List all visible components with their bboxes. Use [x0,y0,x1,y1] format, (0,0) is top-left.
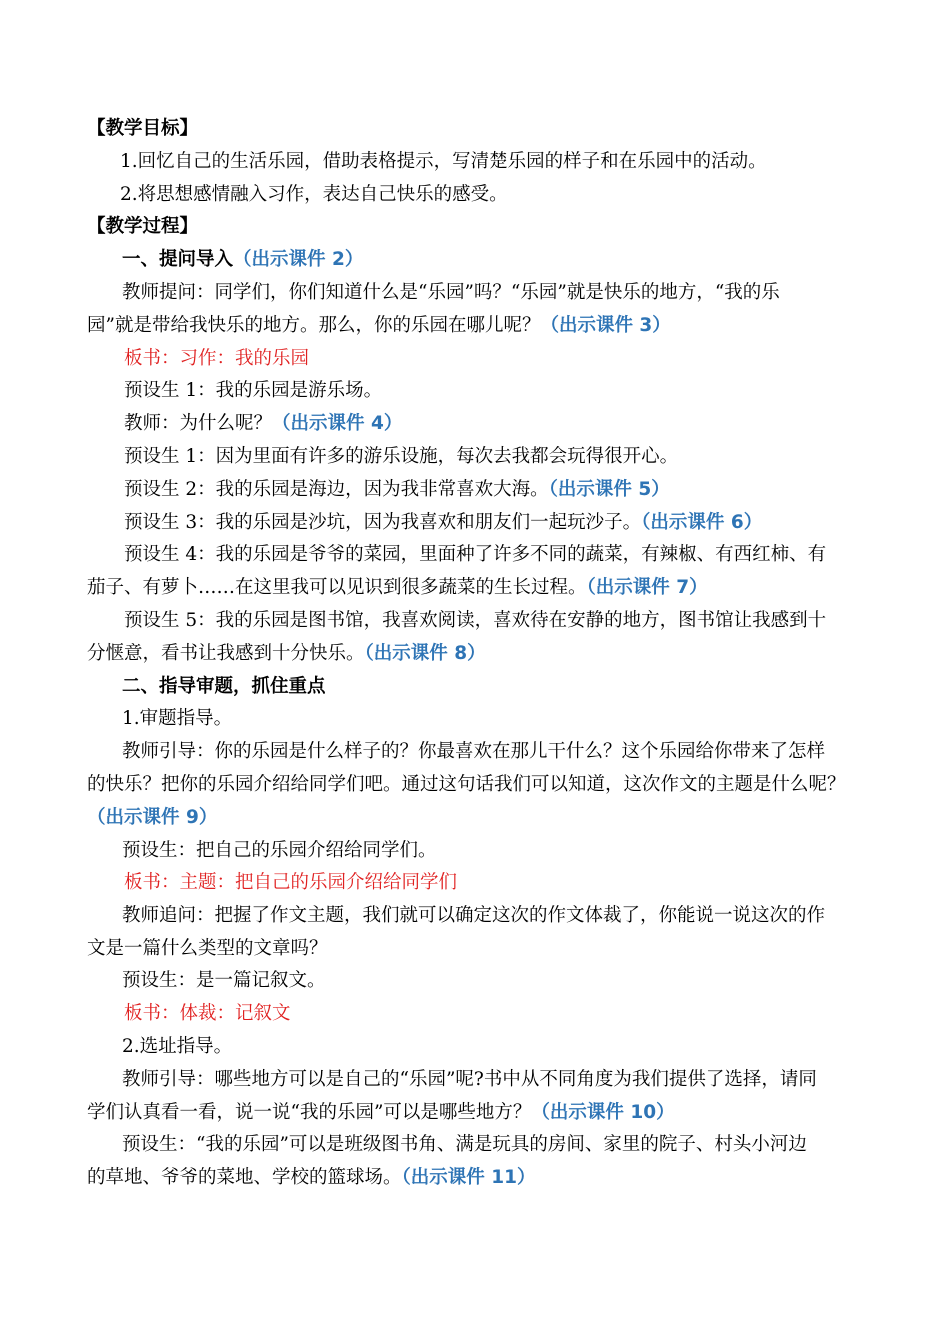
objective-1: 1.回忆自己的生活乐园，借助表格提示，写清楚乐园的样子和在乐园中的活动。 [120,151,767,172]
courseware-ref: （出示课件 11） [401,1167,536,1188]
paragraph-line: 预设生 5：我的乐园是图书馆，我喜欢阅读，喜欢待在安静的地方，图书馆让我感到十 [124,610,827,631]
paragraph-line: 1.审题指导。 [122,708,233,729]
courseware-ref: （出示课件 6） [641,512,763,533]
paragraph-line: 预设生 1：我的乐园是游乐场。 [124,380,383,401]
paragraph-line: 预设生：是一篇记叙文。 [122,970,326,991]
paragraph-line: 预设生 4：我的乐园是爷爷的菜园，里面种了许多不同的蔬菜，有辣椒、有西红柿、有 [124,544,827,565]
paragraph-line: 预设生：把自己的乐园介绍给同学们。 [122,840,437,861]
paragraph-line: 园”就是带给我快乐的地方。那么，你的乐园在哪儿呢？（出示课件 3） [87,315,671,336]
paragraph-line: 2.选址指导。 [122,1036,233,1057]
courseware-ref: （出示课件 10） [531,1102,675,1123]
courseware-ref: （出示课件 9） [87,807,218,828]
courseware-ref: （出示课件 7） [586,577,708,598]
paragraph-line: 预设生 2：我的乐园是海边，因为我非常喜欢大海。（出示课件 5） [124,479,670,500]
board-note: 板书：体裁：记叙文 [124,1003,291,1024]
paragraph-line: 预设生 3：我的乐园是沙坑，因为我喜欢和朋友们一起玩沙子。（出示课件 6） [124,512,763,533]
paragraph-line: 教师引导：哪些地方可以是自己的“乐园”呢?书中从不同角度为我们提供了选择，请同 [122,1069,817,1090]
paragraph-line: 预设生 1：因为里面有许多的游乐设施，每次去我都会玩得很开心。 [124,446,679,467]
board-note: 板书：主题：把自己的乐园介绍给同学们 [124,872,458,893]
paragraph-line: 预设生：“我的乐园”可以是班级图书角、满是玩具的房间、家里的院子、村头小河边 [122,1134,807,1155]
paragraph-line: 文是一篇什么类型的文章吗？ [87,938,328,959]
courseware-ref: （出示课件 8） [364,643,486,664]
subheading: 二、指导审题，抓住重点 [122,676,326,697]
courseware-ref: （出示课件 3） [540,315,671,336]
subheading: 一、提问导入（出示课件 2） [122,249,364,270]
courseware-ref: （出示课件 4） [272,413,403,434]
objective-2: 2.将思想感情融入习作，表达自己快乐的感受。 [120,184,508,205]
paragraph-line: 的草地、爷爷的菜地、学校的篮球场。（出示课件 11） [87,1167,536,1188]
paragraph-line: 分惬意，看书让我感到十分快乐。（出示课件 8） [87,643,486,664]
paragraph-line: 教师追问：把握了作文主题，我们就可以确定这次的作文体裁了，你能说一说这次的作 [122,905,826,926]
section-heading: 【教学过程】 [87,216,199,237]
courseware-ref: （出示课件 5） [548,479,670,500]
board-note: 板书：习作：我的乐园 [124,348,310,369]
paragraph-line: 教师引导：你的乐园是什么样子的？你最喜欢在那儿干什么？这个乐园给你带来了怎样 [122,741,826,762]
courseware-ref: （出示课件 2） [233,249,364,270]
paragraph-line: 教师提问：同学们，你们知道什么是“乐园”吗？“乐园”就是快乐的地方，“我的乐 [122,282,780,303]
paragraph-line: 教师：为什么呢？（出示课件 4） [124,413,403,434]
section-heading: 【教学目标】 [87,118,199,139]
paragraph-line [0,805,950,831]
paragraph-line: 学们认真看一看，说一说“我的乐园”可以是哪些地方？（出示课件 10） [87,1102,675,1123]
paragraph-line: 的快乐？把你的乐园介绍给同学们吧。通过这句话我们可以知道，这次作文的主题是什么呢？ [87,774,846,795]
paragraph-line: 茄子、有萝卜……在这里我可以见识到很多蔬菜的生长过程。（出示课件 7） [87,577,708,598]
